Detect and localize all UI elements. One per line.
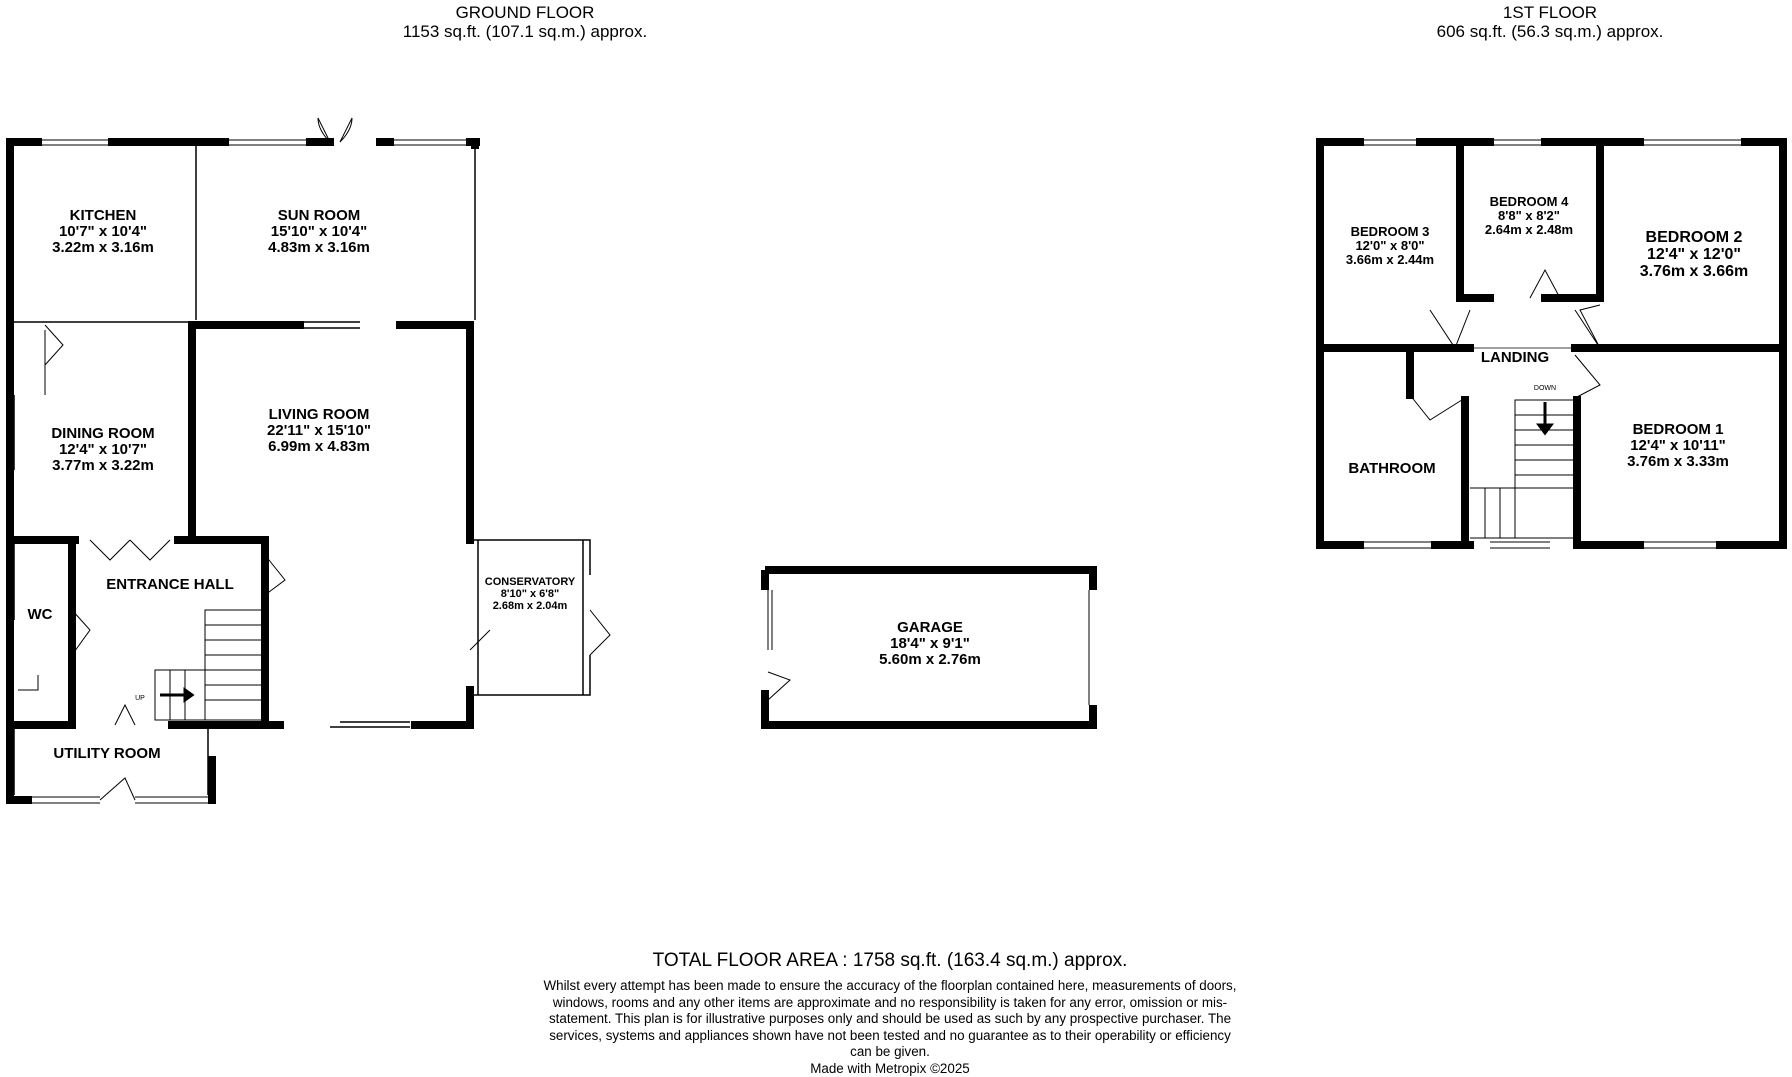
bedroom-2-name-label: BEDROOM 2 (1646, 229, 1743, 246)
bedroom-3-metric-label: 3.66m x 2.44m (1346, 252, 1434, 267)
bedroom-4-imperial-label: 8'8" x 8'2" (1498, 208, 1560, 223)
garage-metric-label: 5.60m x 2.76m (879, 651, 981, 668)
bedroom-4-name-label: BEDROOM 4 (1490, 194, 1570, 209)
garage-name-label: GARAGE (897, 619, 963, 636)
first-floor-area: 606 sq.ft. (56.3 sq.m.) approx. (1400, 22, 1700, 41)
first-floor-stairs (1470, 400, 1575, 538)
bathroom-name-label: BATHROOM (1348, 460, 1435, 477)
sun-room-metric-label: 4.83m x 3.16m (268, 239, 370, 256)
first-floor-title: 1ST FLOOR (1400, 3, 1700, 22)
dining-room-metric-label: 3.77m x 3.22m (52, 457, 154, 474)
living-room-imperial-label: 22'11" x 15'10" (267, 422, 371, 439)
ground-floor-stairs (155, 610, 265, 720)
ground-floor-area: 1153 sq.ft. (107.1 sq.m.) approx. (360, 22, 690, 41)
down-label: DOWN (1534, 385, 1556, 392)
landing-name-label: LANDING (1481, 349, 1549, 366)
dining-room-name-label: DINING ROOM (51, 425, 154, 442)
sun-room-imperial-label: 15'10" x 10'4" (271, 223, 367, 240)
up-label: UP (135, 695, 145, 702)
credit: Made with Metropix ©2025 (540, 1061, 1240, 1077)
bedroom-3-name-label: BEDROOM 3 (1351, 224, 1430, 239)
conservatory-name-label: CONSERVATORY (485, 576, 576, 588)
garage-imperial-label: 18'4" x 9'1" (890, 635, 970, 652)
conservatory-metric-label: 2.68m x 2.04m (493, 600, 568, 612)
wc-name-label: WC (28, 606, 53, 623)
living-room-metric-label: 6.99m x 4.83m (268, 438, 370, 455)
dining-room-imperial-label: 12'4" x 10'7" (59, 441, 147, 458)
bedroom-2-imperial-label: 12'4" x 12'0" (1647, 246, 1741, 263)
kitchen-imperial-label: 10'7" x 10'4" (59, 223, 147, 240)
bedroom-1-metric-label: 3.76m x 3.33m (1627, 453, 1729, 470)
utility-room-name-label: UTILITY ROOM (53, 745, 160, 762)
bedroom-1-imperial-label: 12'4" x 10'11" (1630, 437, 1726, 454)
total-floor-area: TOTAL FLOOR AREA : 1758 sq.ft. (163.4 sq.m.) approx. (540, 950, 1240, 972)
bedroom-3-imperial-label: 12'0" x 8'0" (1355, 238, 1424, 253)
ground-floor-title: GROUND FLOOR (360, 3, 690, 22)
room-labels (28, 194, 1749, 762)
kitchen-name-label: KITCHEN (70, 207, 137, 224)
bedroom-4-metric-label: 2.64m x 2.48m (1485, 222, 1573, 237)
ground-floor-plan (10, 118, 1093, 803)
entrance-hall-name-label: ENTRANCE HALL (106, 576, 234, 593)
bedroom-1-name-label: BEDROOM 1 (1633, 421, 1724, 438)
living-room-name-label: LIVING ROOM (269, 406, 370, 423)
footer (540, 950, 1240, 1077)
bedroom-2-metric-label: 3.76m x 3.66m (1640, 263, 1749, 280)
kitchen-metric-label: 3.22m x 3.16m (52, 239, 154, 256)
sun-room-name-label: SUN ROOM (278, 207, 361, 224)
conservatory-imperial-label: 8'10" x 6'8" (501, 588, 559, 600)
disclaimer: Whilst every attempt has been made to ensure the accuracy of the floorplan contained here, measurements of doors, windows, rooms and any other items are approximate and no responsibility is taken for any error, omission or mis-statement. This plan is for illustrative purposes only and should be used as such by any prospective purchaser. The services, systems and appliances shown have not been tested and no guarantee as to their operability or efficiency can be given. (540, 978, 1240, 1061)
